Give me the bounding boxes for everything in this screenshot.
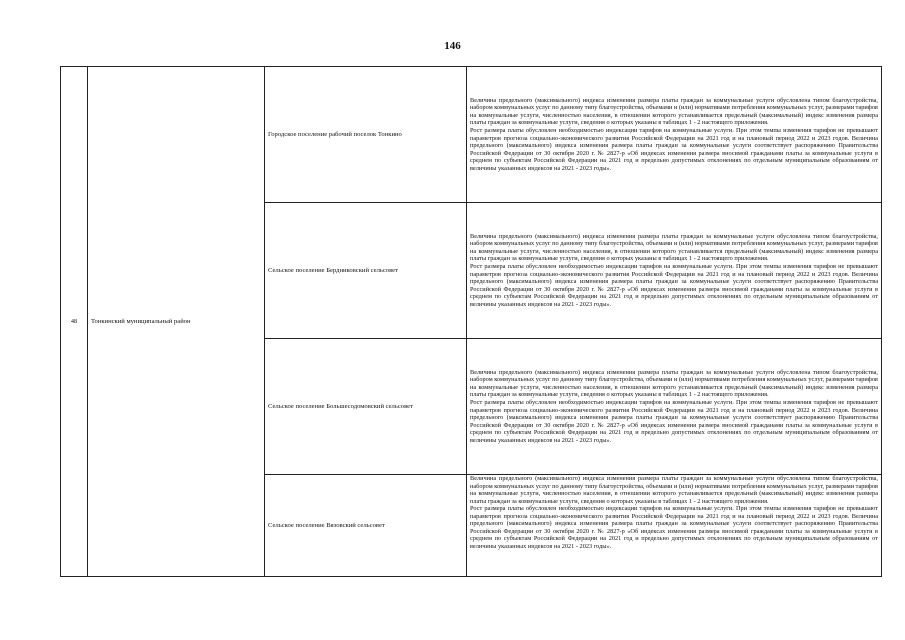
description-paragraph: Величина предельного (максимального) индекса изменения размера платы граждан за коммунальные услуги обусловлена типом благоустройства, набором коммунальных услуг по данному типу благоустройства, объемами и (или) нормативами потребления коммунальных услуг, размерами тарифов на коммунальные услуги, численностью населения, в отношении которого устанавливается предельный (максимальный) индекс изменения размера платы граждан за коммунальные услуги, сведения о которых указаны в таблицах 1 - 2 настоящего приложения. — [470, 96, 878, 127]
row-number: 48 — [70, 317, 78, 325]
description-paragraph: Рост размера платы обусловлен необходимостью индексации тарифов на коммунальные услуги. При этом темпы изменения тарифов не превышают параметров прогноза социально-экономического развития Российской Федерации на 2021 год и на плановый период 2022 и 2023 годов. Величина предельного (максимального) индекса изменения размера платы граждан за коммунальные услуги соответствует распоряжению Правительства Российской Федерации от 30 октября 2020 г. № 2827-р «Об индексах изменения размера вносимой гражданами платы за коммунальные услуги в среднем по субъектам Российской Федерации на 2021 год и предельно допустимых отклонениях по отдельным муниципальным образованиям от величины указанных индексов на 2021 - 2023 годы». — [470, 505, 878, 550]
description-paragraph: Величина предельного (максимального) индекса изменения размера платы граждан за коммунальные услуги обусловлена типом благоустройства, набором коммунальных услуг по данному типу благоустройства, объемами и (или) нормативами потребления коммунальных услуг, размерами тарифов на коммунальные услуги, численностью населения, в отношении которого устанавливается предельный (максимальный) индекс изменения размера платы граждан за коммунальные услуги, сведения о которых указаны в таблицах 1 - 2 настоящего приложения. — [470, 368, 878, 399]
description-paragraph: Величина предельного (максимального) индекса изменения размера платы граждан за коммунальные услуги обусловлена типом благоустройства, набором коммунальных услуг по данному типу благоустройства, объемами и (или) нормативами потребления коммунальных услуг, размерами тарифов на коммунальные услуги, численностью населения, в отношении которого устанавливается предельный (максимальный) индекс изменения размера платы граждан за коммунальные услуги, сведения о которых указаны в таблицах 1 - 2 настоящего приложения. — [470, 232, 878, 263]
settlement-cell — [265, 339, 467, 475]
district-cell — [88, 67, 265, 577]
description-text — [470, 475, 878, 576]
page-number: 146 — [444, 40, 461, 52]
settlement-name: Сельское поселение Большесодомовский сельсовет — [268, 402, 413, 410]
table-row — [61, 67, 882, 203]
description-paragraph: Рост размера платы обусловлен необходимостью индексации тарифов на коммунальные услуги. При этом темпы изменения тарифов не превышают параметров прогноза социально-экономического развития Российской Федерации на 2021 год и на плановый период 2022 и 2023 годов. Величина предельного (максимального) индекса изменения размера платы граждан за коммунальные услуги соответствует распоряжению Правительства Российской Федерации от 30 октября 2020 г. № 2827-р «Об индексах изменения размера вносимой гражданами платы за коммунальные услуги в среднем по субъектам Российской Федерации на 2021 год и предельно допустимых отклонениях по отдельным муниципальным образованиям от величины указанных индексов на 2021 - 2023 годы». — [470, 398, 878, 444]
description-cell — [467, 67, 882, 203]
description-text — [470, 97, 878, 172]
row-number-cell — [61, 67, 88, 577]
settlement-name: Городское поселение рабочий поселок Тонкино — [268, 130, 402, 138]
district-name: Тонкинский муниципальный район — [91, 317, 191, 325]
settlement-cell — [265, 203, 467, 339]
description-paragraph: Рост размера платы обусловлен необходимостью индексации тарифов на коммунальные услуги. При этом темпы изменения тарифов не превышают параметров прогноза социально-экономического развития Российской Федерации на 2021 год и на плановый период 2022 и 2023 годов. Величина предельного (максимального) индекса изменения размера платы граждан за коммунальные услуги соответствует распоряжению Правительства Российской Федерации от 30 октября 2020 г. № 2827-р «Об индексах изменения размера вносимой гражданами платы за коммунальные услуги в среднем по субъектам Российской Федерации на 2021 год и предельно допустимых отклонениях по отдельным муниципальным образованиям от величины указанных индексов на 2021 - 2023 годы». — [470, 126, 878, 172]
settlement-cell — [265, 475, 467, 577]
settlement-cell — [265, 67, 467, 203]
settlement-name: Сельское поселение Бердниковский сельсовет — [268, 266, 398, 274]
description-text — [470, 233, 878, 308]
description-text — [470, 369, 878, 444]
description-cell — [467, 475, 882, 577]
description-cell — [467, 339, 882, 475]
description-paragraph: Величина предельного (максимального) индекса изменения размера платы граждан за коммунальные услуги обусловлена типом благоустройства, набором коммунальных услуг по данному типу благоустройства, объемами и (или) нормативами потребления коммунальных услуг, размерами тарифов на коммунальные услуги, численностью населения, в отношении которого устанавливается предельный (максимальный) индекс изменения размера платы граждан за коммунальные услуги, сведения о которых указаны в таблицах 1 - 2 настоящего приложения. — [470, 475, 878, 505]
description-paragraph: Рост размера платы обусловлен необходимостью индексации тарифов на коммунальные услуги. При этом темпы изменения тарифов не превышают параметров прогноза социально-экономического развития Российской Федерации на 2021 год и на плановый период 2022 и 2023 годов. Величина предельного (максимального) индекса изменения размера платы граждан за коммунальные услуги соответствует распоряжению Правительства Российской Федерации от 30 октября 2020 г. № 2827-р «Об индексах изменения размера вносимой гражданами платы за коммунальные услуги в среднем по субъектам Российской Федерации на 2021 год и предельно допустимых отклонениях по отдельным муниципальным образованиям от величины указанных индексов на 2021 - 2023 годы». — [470, 262, 878, 308]
settlement-name: Сельское поселение Вязовский сельсовет — [268, 521, 385, 529]
description-cell — [467, 203, 882, 339]
settlements-table — [60, 66, 882, 577]
